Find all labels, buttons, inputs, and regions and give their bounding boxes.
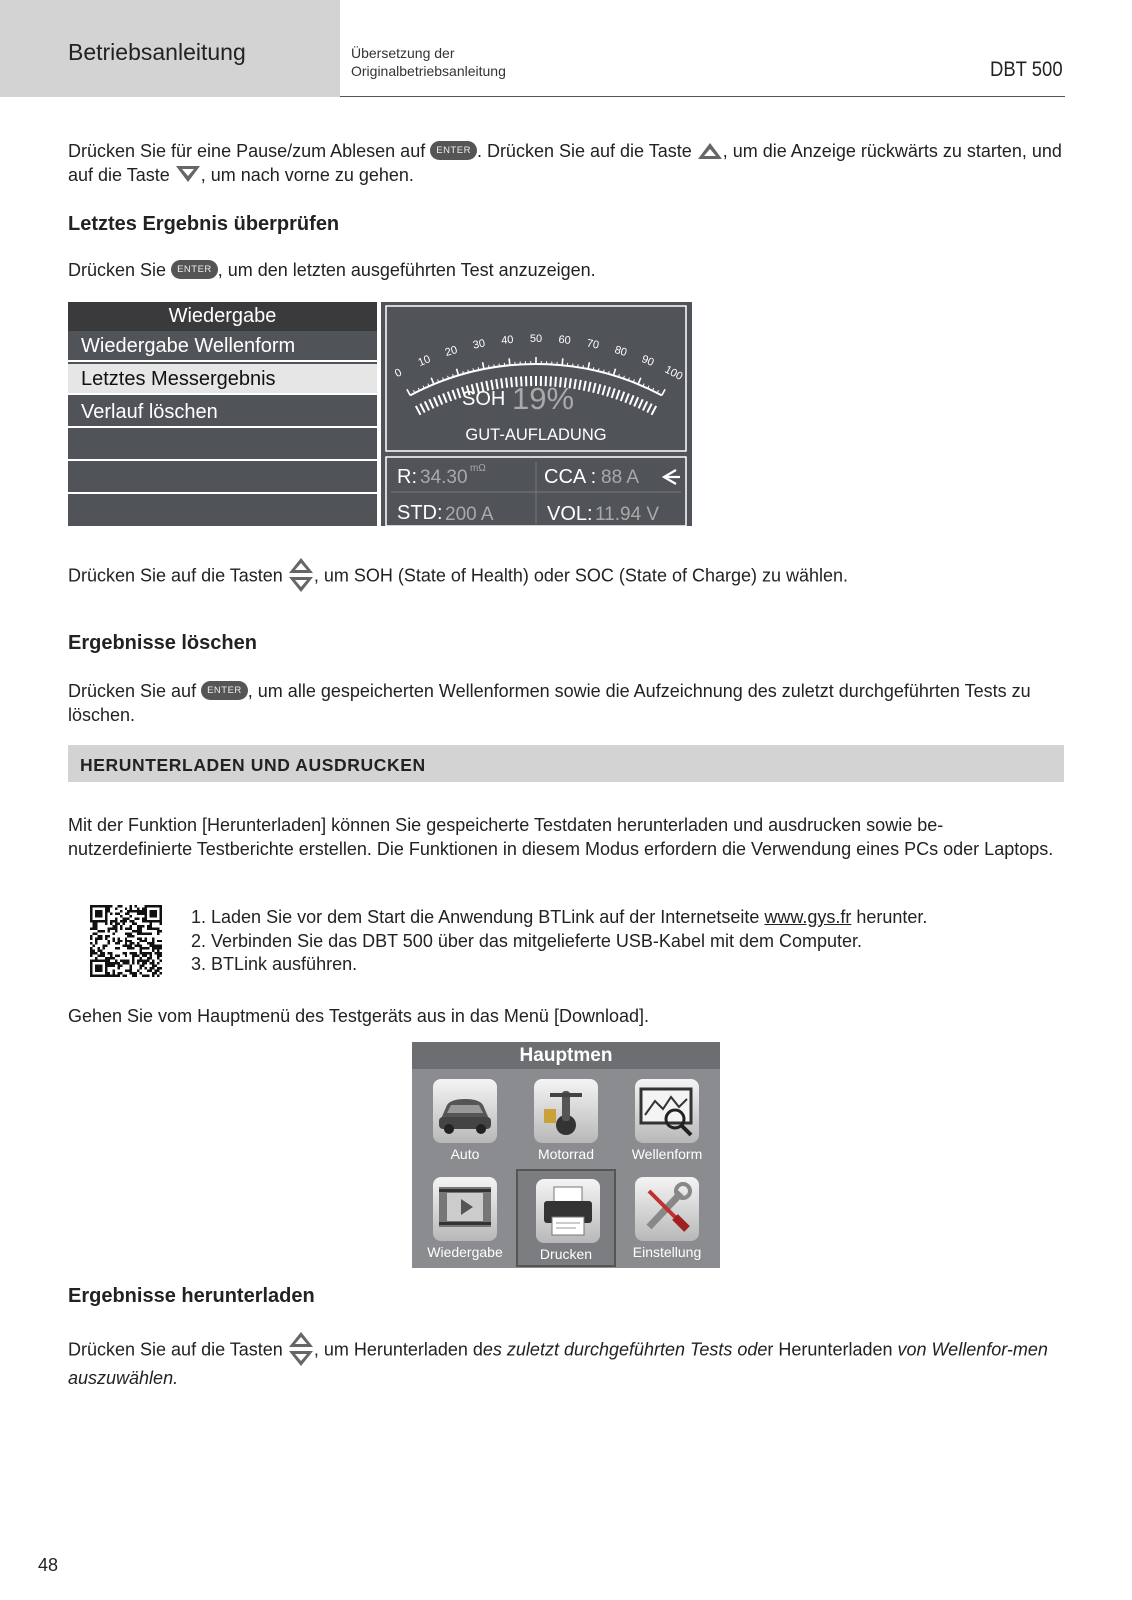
tools-icon xyxy=(635,1177,699,1241)
document-title: Betriebsanleitung xyxy=(68,39,246,65)
gauge-scale-label: 60 xyxy=(557,333,572,347)
gauge-scale-label: 70 xyxy=(585,337,601,352)
down-arrow-key-icon xyxy=(175,165,201,183)
select-soh-instructions: Drücken Sie auf die Tasten , um SOH (State of Health) oder SOC (State of Charge) zu wählen. xyxy=(68,560,1066,593)
subtitle-line-1: Übersetzung der xyxy=(351,45,455,61)
film-playback-icon xyxy=(433,1177,497,1241)
menu-item-clear-history[interactable]: Verlauf löschen xyxy=(68,397,377,428)
document-subtitle xyxy=(351,44,506,80)
replay-menu-title: Wiedergabe xyxy=(68,302,377,331)
main-menu-screen xyxy=(412,1042,720,1268)
gauge-scale-label: 90 xyxy=(639,353,656,369)
soh-gauge xyxy=(381,302,692,526)
menu-item-empty xyxy=(68,463,377,494)
header-divider xyxy=(340,96,1065,97)
heading-last-result: Letztes Ergebnis überprüfen xyxy=(68,213,340,235)
replay-menu-screen xyxy=(68,302,377,526)
last-result-instructions: Drücken Sie ENTER , um den letzten ausgeführten Test anzuzeigen. xyxy=(68,260,596,280)
gauge-scale-label: 20 xyxy=(443,343,459,360)
download-intro: Mit der Funktion [Herunterladen] können Sie gespeicherte Testdaten herunterladen und ausdrucken sowie be-nutzerdefinierte Testberichte erstellen. Die Funktionen in diesem Modus erfordern die Verwendung eines PCs oder Laptops. xyxy=(68,815,1054,859)
back-arrow-icon xyxy=(664,470,680,484)
menu-item-waveform-replay[interactable]: Wiedergabe Wellenform xyxy=(68,331,377,362)
enter-key-icon: ENTER xyxy=(171,260,218,279)
std-value: 200 A xyxy=(445,504,494,525)
resistance-unit: mΩ xyxy=(470,463,486,474)
waveform-monitor-icon xyxy=(635,1079,699,1143)
car-icon xyxy=(433,1079,497,1143)
menu-tile-replay[interactable]: Wiedergabe xyxy=(415,1169,515,1267)
model-name: DBT 500 xyxy=(990,58,1063,81)
setup-steps xyxy=(191,906,927,977)
gauge-scale-label: 80 xyxy=(613,343,629,360)
motorcycle-icon xyxy=(534,1079,598,1143)
playback-instructions: Drücken Sie für eine Pause/zum Ablesen auf ENTER . Drücken Sie auf die Taste , um die Anzeige rückwärts zu starten, und auf die Taste , um nach vorne zu gehen. xyxy=(68,141,1062,185)
goto-download-instruction: Gehen Sie vom Hauptmenü des Testgeräts aus in das Menü [Download]. xyxy=(68,1006,650,1026)
menu-item-last-result[interactable]: Letztes Messergebnis xyxy=(68,364,377,395)
voltage-value: 11.94 V xyxy=(595,504,660,525)
result-screen xyxy=(381,302,692,526)
heading-delete-results: Ergebnisse löschen xyxy=(68,632,257,654)
resistance-label: R: xyxy=(397,466,417,488)
qr-code-icon xyxy=(90,905,162,977)
step-1: 1. Laden Sie vor dem Start die Anwendung BTLink auf der Internetseite www.gys.fr herunter. xyxy=(191,907,928,927)
step-3: 3. BTLink ausführen. xyxy=(191,954,358,974)
section-title: HERUNTERLADEN UND AUSDRUCKEN xyxy=(80,755,426,775)
printer-icon xyxy=(536,1179,600,1243)
cca-value: 88 A xyxy=(601,467,640,488)
menu-tile-auto[interactable]: Auto xyxy=(415,1071,515,1169)
menu-tile-settings[interactable]: Einstellung xyxy=(617,1169,717,1267)
download-results-instructions: Drücken Sie auf die Tasten , um Herunterladen des zuletzt durchgeführten Tests oder Herunterladen von Wellenfor-men auszuwählen. xyxy=(68,1334,1066,1391)
step-2: 2. Verbinden Sie das DBT 500 über das mitgelieferte USB-Kabel mit dem Computer. xyxy=(191,930,863,951)
voltage-label: VOL: xyxy=(547,503,593,525)
page-number: 48 xyxy=(38,1555,59,1575)
up-down-arrow-keys-icon xyxy=(288,557,314,593)
std-label: STD: xyxy=(397,502,443,524)
gauge-scale-label: 0 xyxy=(392,366,404,381)
gauge-scale-label: 40 xyxy=(500,333,515,347)
metric-label: SOH xyxy=(462,388,506,410)
resistance-value: 34.30 xyxy=(420,467,468,488)
gauge-scale-label: 100 xyxy=(662,363,685,383)
gauge-scale-label: 10 xyxy=(416,353,433,369)
gauge-scale-label: 50 xyxy=(529,333,543,345)
menu-item-empty xyxy=(68,430,377,461)
gauge-scale xyxy=(393,333,685,383)
menu-tile-waveform[interactable]: Wellenform xyxy=(617,1071,717,1169)
menu-tile-motorcycle[interactable]: Motorrad xyxy=(516,1071,616,1169)
gys-website-link[interactable]: www.gys.fr xyxy=(764,907,852,927)
cca-label: CCA : xyxy=(544,466,597,488)
menu-tile-print[interactable]: Drucken xyxy=(516,1169,616,1267)
gauge-scale-label: 30 xyxy=(471,337,487,352)
delete-instructions: Drücken Sie auf ENTER , um alle gespeicherten Wellenformen sowie die Aufzeichnung des zuletzt durchgeführten Tests zu löschen. xyxy=(68,681,1031,725)
up-arrow-key-icon xyxy=(697,142,723,160)
menu-item-empty xyxy=(68,496,377,527)
subtitle-line-2: Originalbetriebsanleitung xyxy=(351,63,506,79)
up-down-arrow-keys-icon xyxy=(288,1331,314,1367)
battery-status: GUT-AUFLADUNG xyxy=(465,426,607,444)
heading-download-results: Ergebnisse herunterladen xyxy=(68,1285,315,1307)
metric-value: 19% xyxy=(512,381,575,416)
enter-key-icon: ENTER xyxy=(430,141,477,160)
main-menu-title: Hauptmen xyxy=(412,1042,720,1069)
enter-key-icon: ENTER xyxy=(201,681,248,700)
